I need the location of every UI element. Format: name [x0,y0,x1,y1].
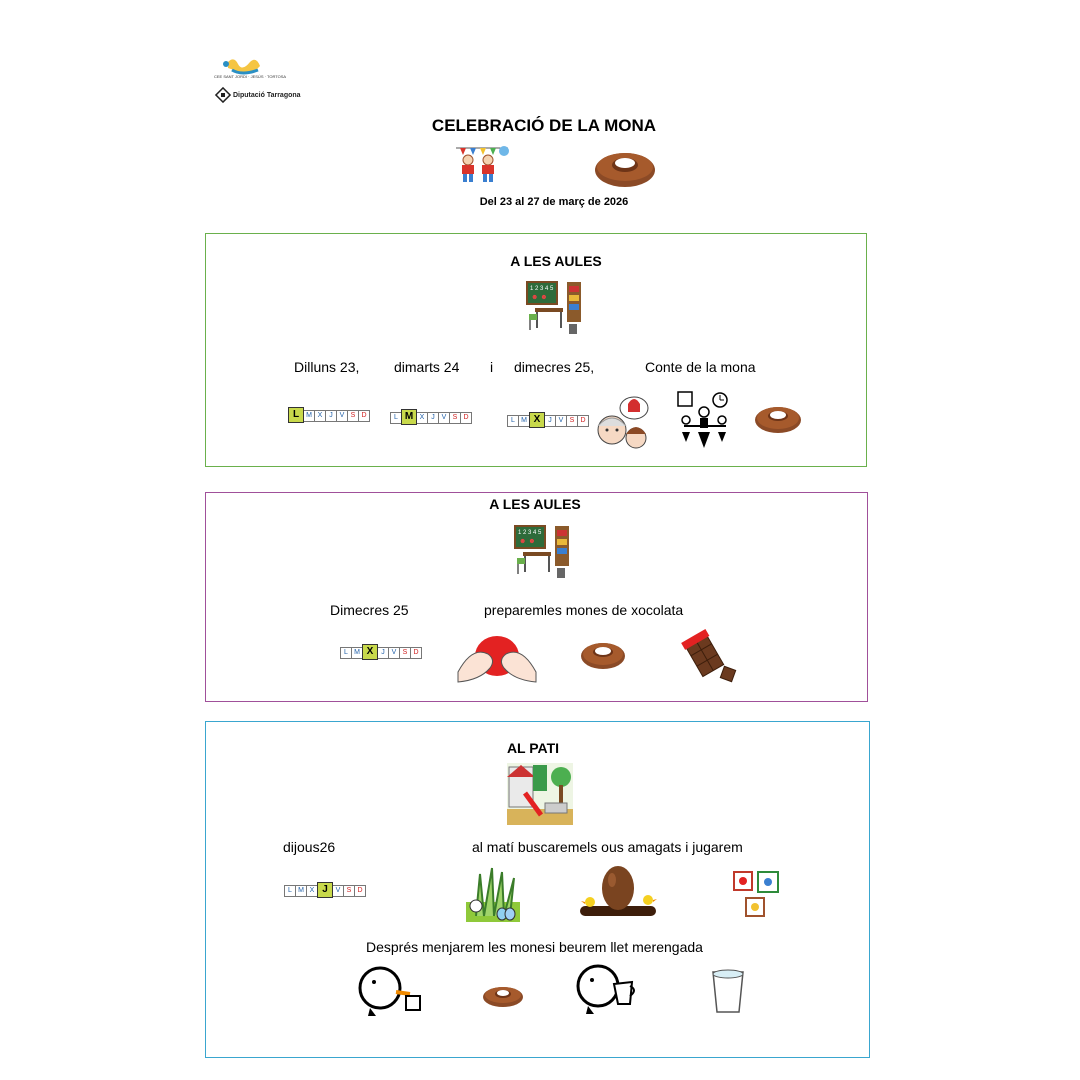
group-reading-icon [676,390,732,450]
section2-heading: A LES AULES [489,496,581,512]
weekday-j: J [544,415,556,427]
classroom-icon [525,280,585,336]
chocolate-bar-icon [686,630,740,684]
weekday-j: J [427,412,439,424]
weekday-j: J [325,410,337,422]
school-logo-text: CEE SANT JORDI · JESÚS · TORTOSA [214,74,287,79]
weekday-l: L [288,407,304,423]
page-title: CELEBRACIÓ DE LA MONA [431,116,657,135]
section2-activity: preparemles mones de xocolata [484,602,684,618]
section1-heading: A LES AULES [510,253,602,269]
weekday-v: V [332,885,344,897]
weekday-m: M [351,647,363,659]
section3-activity: al matí buscaremels ous amagats i jugarem [472,839,743,855]
weekday-d: D [460,412,472,424]
section1-activity: Conte de la mona [645,359,756,375]
weekday-s: S [343,885,355,897]
mona-cake-icon [580,640,626,670]
date-range: Del 23 al 27 de març de 2026 [479,196,629,208]
weekday-d: D [354,885,366,897]
svg-text:☻ ☻: ☻ ☻ [519,538,536,545]
svg-text:1 2 3 4 5: 1 2 3 4 5 [518,530,542,536]
weekday-s: S [347,410,359,422]
weekday-x: X [362,644,378,660]
egg-hunt-grass-icon [466,866,520,922]
weekday-x: X [314,410,326,422]
weekday-s: S [449,412,461,424]
section3-heading: AL PATI [506,740,560,756]
weekday-v: V [555,415,567,427]
svg-text:1 2 3 4 5: 1 2 3 4 5 [530,286,554,292]
weekday-s: S [399,647,411,659]
weekday-m: M [303,410,315,422]
weekday-v: V [438,412,450,424]
weekday-x: X [529,412,545,428]
svg-text:☻ ☻: ☻ ☻ [531,294,548,301]
section1-day-tuesday: dimarts 24 [394,359,460,375]
knead-dough-icon [456,632,538,684]
weekday-m: M [295,885,307,897]
weekday-l: L [390,412,402,424]
classroom-icon [513,524,573,580]
weekday-d: D [410,647,422,659]
weekday-s: S [566,415,578,427]
weekday-v: V [388,647,400,659]
weekday-x: X [306,885,318,897]
sponsor-logo [216,87,301,103]
glass-of-milk-icon [711,968,745,1014]
section1-conjunction: i [490,359,494,375]
mona-cake-icon [754,404,802,434]
playground-icon [507,763,573,825]
weekday-v: V [336,410,348,422]
weekday-strip-monday [288,410,369,422]
weekday-l: L [340,647,352,659]
weekday-l: L [507,415,519,427]
weekday-x: X [416,412,428,424]
weekday-d: D [358,410,370,422]
weekday-j: J [377,647,389,659]
games-icon [732,870,780,920]
weekday-d: D [577,415,589,427]
weekday-l: L [284,885,296,897]
weekday-m: M [518,415,530,427]
mona-cake-icon [594,150,656,188]
diputacio-emblem-icon [216,88,230,102]
weekday-strip-thursday [284,885,365,897]
section3-after: Després menjarem les monesi beurem llet merengada [366,939,703,955]
mona-cake-icon [482,984,524,1008]
weekday-strip-tuesday [390,412,471,424]
school-logo [214,56,287,82]
section1-day-wednesday: dimecres 25, [514,359,595,375]
weekday-j: J [317,882,333,898]
sponsor-name: Diputació Tarragona [233,91,301,99]
chocolate-egg-icon [580,866,656,920]
eat-icon [356,966,428,1018]
weekday-strip-wednesday [507,415,588,427]
storytelling-icon [592,392,652,452]
weekday-strip-wednesday [340,647,421,659]
weekday-m: M [401,409,417,425]
section1-day-monday: Dilluns 23, [294,359,360,375]
section3-day: dijous26 [283,839,336,855]
party-kids-icon [454,144,510,184]
drink-icon [574,964,642,1016]
section2-day: Dimecres 25 [330,602,409,618]
